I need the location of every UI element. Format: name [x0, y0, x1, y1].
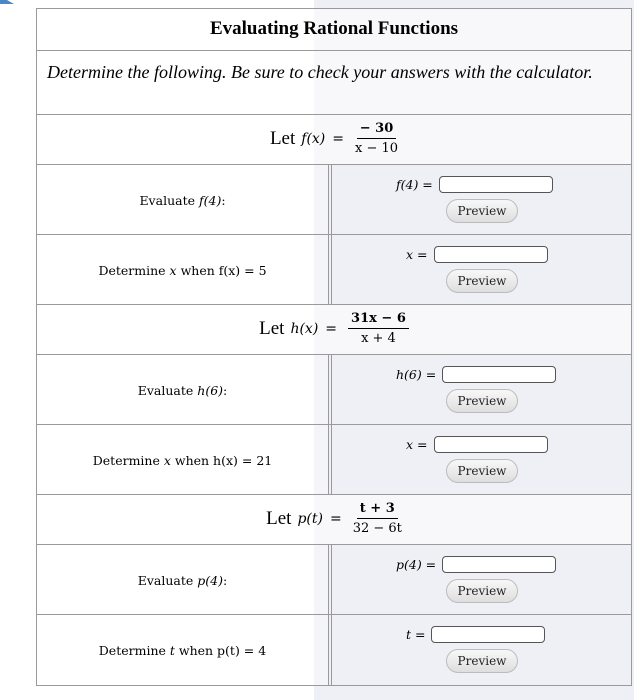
preview-button[interactable]: Preview	[446, 199, 518, 223]
question-cell	[37, 235, 329, 304]
answer-input[interactable]	[434, 246, 548, 263]
question-prompt	[37, 643, 328, 658]
answer-cell	[331, 425, 631, 494]
question-row	[37, 425, 631, 495]
prompt-text: Determine	[98, 643, 170, 658]
prompt-text: Evaluate	[139, 193, 199, 208]
question-row	[37, 355, 631, 425]
question-cell	[37, 355, 329, 424]
function-lhs: p(t)	[297, 510, 323, 527]
prompt-text: Determine	[92, 453, 164, 468]
answer-cell	[331, 545, 631, 614]
function-fraction	[348, 311, 409, 346]
preview-button[interactable]: Preview	[446, 459, 518, 483]
preview-button[interactable]: Preview	[446, 269, 518, 293]
answer-input[interactable]	[434, 436, 548, 453]
answer-input[interactable]	[442, 366, 556, 383]
question-cell	[37, 615, 329, 685]
answer-input[interactable]	[431, 626, 545, 643]
question-prompt	[37, 383, 328, 398]
numerator: 31x − 6	[348, 311, 409, 329]
function-lhs: h(x)	[290, 320, 319, 337]
corner-marker-icon	[0, 0, 14, 4]
let-word: Let	[269, 127, 296, 149]
function-lhs: f(x)	[301, 130, 326, 147]
prompt-text: Evaluate	[137, 383, 198, 398]
preview-button[interactable]: Preview	[446, 389, 518, 413]
answer-label: p(4) =	[396, 557, 437, 572]
question-row	[37, 615, 631, 685]
let-word: Let	[259, 317, 285, 339]
question-prompt	[37, 263, 328, 278]
prompt-text: Determine	[98, 263, 170, 278]
answer-label: x =	[406, 437, 428, 452]
question-cell	[37, 165, 329, 234]
denominator: x + 4	[361, 331, 396, 346]
let-word: Let	[266, 507, 292, 529]
answer-line	[396, 366, 556, 383]
numerator: t + 3	[357, 501, 398, 519]
prompt-math: t	[169, 643, 175, 658]
answer-input[interactable]	[442, 556, 556, 573]
equals-sign: =	[332, 130, 345, 147]
prompt-tail: :	[223, 573, 228, 588]
question-prompt	[37, 193, 328, 208]
answer-line	[406, 436, 548, 453]
answer-cell	[331, 615, 631, 685]
prompt-tail: when p(t) = 4	[174, 643, 267, 658]
title-row	[37, 9, 631, 51]
answer-label: h(6) =	[396, 367, 437, 382]
instructions-row	[37, 51, 631, 115]
page-title: Evaluating Rational Functions	[209, 18, 459, 39]
question-row	[37, 235, 631, 305]
preview-button[interactable]: Preview	[446, 579, 518, 603]
question-row	[37, 545, 631, 615]
answer-line	[406, 246, 548, 263]
answer-cell	[331, 235, 631, 304]
question-prompt	[37, 573, 328, 588]
answer-label: x =	[406, 247, 428, 262]
prompt-math: p(4)	[197, 573, 224, 588]
denominator: 32 − 6t	[352, 521, 402, 536]
answer-label: f(4) =	[396, 177, 433, 192]
function-definition-f	[37, 115, 631, 165]
answer-line	[396, 556, 556, 573]
numerator: − 30	[357, 121, 397, 139]
prompt-text: Evaluate	[137, 573, 198, 588]
prompt-math: x	[163, 453, 171, 468]
question-cell	[37, 545, 329, 614]
answer-input[interactable]	[439, 176, 553, 193]
question-prompt	[37, 453, 328, 468]
answer-line	[396, 176, 553, 193]
question-row	[37, 165, 631, 235]
instructions: Determine the following. Be sure to check your answers with the calculator.	[47, 62, 593, 82]
prompt-tail: :	[223, 383, 228, 398]
question-cell	[37, 425, 329, 494]
prompt-tail: when h(x) = 21	[170, 453, 273, 468]
answer-cell	[331, 165, 631, 234]
prompt-math: x	[169, 263, 177, 278]
equals-sign: =	[325, 320, 338, 337]
problem-sheet	[36, 8, 632, 686]
denominator: x − 10	[355, 141, 399, 156]
answer-line	[406, 626, 545, 643]
prompt-math: h(6)	[197, 383, 224, 398]
preview-button[interactable]: Preview	[446, 649, 518, 673]
answer-label: t =	[406, 627, 426, 642]
function-definition-p	[37, 495, 631, 545]
prompt-tail: :	[221, 193, 226, 208]
equals-sign: =	[329, 510, 342, 527]
function-fraction	[353, 501, 402, 536]
prompt-math: f(4)	[198, 193, 222, 208]
prompt-tail: when f(x) = 5	[176, 263, 267, 278]
function-fraction	[355, 121, 398, 156]
answer-cell	[331, 355, 631, 424]
function-definition-h	[37, 305, 631, 355]
